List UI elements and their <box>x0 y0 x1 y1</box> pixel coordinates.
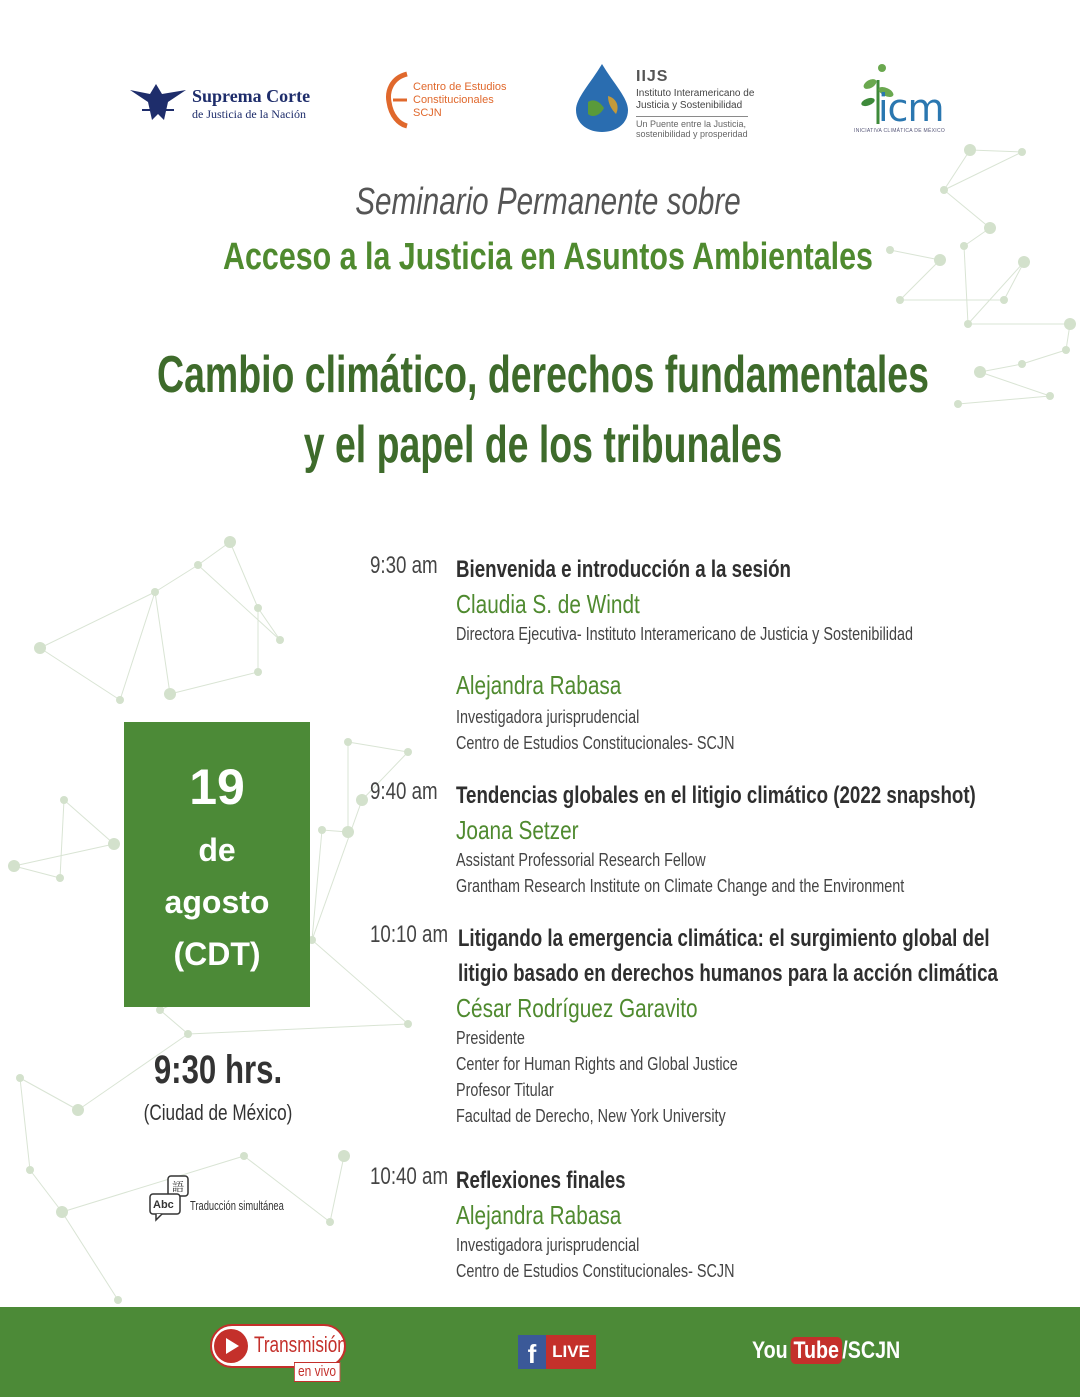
speaker-affiliation: Grantham Research Institute on Climate Change and the Environment <box>456 876 905 896</box>
speaker-role: Assistant Professorial Research Fellow <box>456 850 706 870</box>
cec-logo-text <box>413 81 507 120</box>
network-link <box>60 800 64 878</box>
live-transmission-badge[interactable] <box>210 1324 350 1384</box>
agenda-time: 9:40 am <box>370 778 438 805</box>
youtube-channel-link[interactable] <box>752 1337 900 1371</box>
translation-icon-label: Abc <box>153 1199 174 1211</box>
network-node <box>34 642 46 654</box>
speaker-role: Presidente <box>456 1028 525 1048</box>
network-node <box>26 1166 34 1174</box>
youtube-tube-icon: Tube <box>790 1337 842 1364</box>
globe-drop-icon <box>570 62 634 134</box>
network-node <box>254 604 262 612</box>
network-node <box>964 320 972 328</box>
agenda-topic-line1: Litigando la emergencia climática: el surgimiento global del <box>458 925 990 952</box>
network-link <box>980 372 1050 396</box>
cec-logo-line1: Centro de Estudios <box>413 81 507 93</box>
network-node <box>896 296 904 304</box>
iijs-abbr: IIJS <box>636 68 669 85</box>
icm-wordmark: icm <box>878 86 944 130</box>
network-node <box>964 144 976 156</box>
agenda-time: 10:40 am <box>370 1163 449 1190</box>
event-date-de: de <box>198 832 236 868</box>
network-node <box>224 536 236 548</box>
network-node <box>1000 296 1008 304</box>
network-link <box>64 800 114 844</box>
cec-logo <box>385 70 525 130</box>
speaker-role: Directora Ejecutiva- Instituto Interamericano de Justicia y Sostenibilidad <box>456 624 914 644</box>
page-title <box>152 340 934 480</box>
page-title-line1: Cambio climático, derechos fundamentales <box>157 346 929 404</box>
cec-logo-line2: Constitucionales <box>413 94 494 106</box>
speaker-name: César Rodríguez Garavito <box>456 993 698 1023</box>
event-timezone: (CDT) <box>173 936 261 972</box>
speaker-name: Alejandra Rabasa <box>456 670 622 700</box>
iijs-tagline <box>636 116 748 139</box>
agenda-topic <box>458 921 998 991</box>
network-link <box>62 1212 118 1300</box>
network-node <box>156 1006 164 1014</box>
network-node <box>116 696 124 704</box>
speaker-name: Claudia S. de Windt <box>456 589 640 619</box>
network-node <box>326 1218 334 1226</box>
network-node <box>1064 318 1076 330</box>
network-link <box>155 565 198 592</box>
transmission-label: Transmisión <box>254 1332 347 1357</box>
agenda-topic: Tendencias globales en el litigio climático (2022 snapshot) <box>456 782 976 809</box>
scjn-logo <box>128 78 318 128</box>
network-node <box>240 1152 248 1160</box>
event-month: agosto <box>164 884 270 920</box>
speaker-role: Investigadora jurisprudencial <box>456 707 640 727</box>
svg-text:語: 語 <box>171 1180 185 1194</box>
network-node <box>184 1030 192 1038</box>
en-vivo-label: en vivo <box>294 1362 340 1382</box>
network-node <box>56 1206 68 1218</box>
network-node <box>318 826 326 834</box>
iijs-tagline-line1: Un Puente entre la Justicia, <box>636 119 747 129</box>
icm-subtitle: INICIATIVA CLIMÁTICA DE MÉXICO <box>854 128 946 134</box>
speaker-name: Alejandra Rabasa <box>456 1200 622 1230</box>
speaker-affiliation: Centro de Estudios Constitucionales- SCJN <box>456 733 735 753</box>
cec-logo-line3: SCJN <box>413 107 442 119</box>
scjn-logo-line2: de Justicia de la Nación <box>192 107 306 121</box>
network-link <box>348 742 408 752</box>
network-node <box>151 588 159 596</box>
translation-icon <box>148 1174 192 1222</box>
icm-logo <box>852 62 952 140</box>
event-date-box <box>124 722 310 1007</box>
network-node <box>1046 392 1054 400</box>
network-node <box>1018 148 1026 156</box>
eagle-emblem-icon <box>128 80 188 124</box>
network-link <box>958 396 1050 404</box>
network-link <box>258 608 280 640</box>
iijs-name <box>636 88 754 112</box>
iijs-name-line1: Instituto Interamericano de <box>636 88 755 99</box>
network-node <box>60 796 68 804</box>
network-link <box>312 830 322 940</box>
network-link <box>155 592 170 694</box>
network-link <box>20 1078 30 1170</box>
speaker-role: Profesor Titular <box>456 1080 554 1100</box>
network-node <box>1018 256 1030 268</box>
live-label: LIVE <box>546 1335 596 1369</box>
network-link <box>198 565 280 640</box>
iijs-tagline-line2: sostenibilidad y prosperidad <box>636 129 748 139</box>
network-link <box>14 866 60 878</box>
network-link <box>120 592 155 700</box>
agenda-time: 10:10 am <box>370 921 449 948</box>
scjn-logo-line1: Suprema Corte <box>192 86 311 106</box>
network-link <box>40 648 120 700</box>
network-node <box>1062 346 1070 354</box>
agenda-topic-line2: litigio basado en derechos humanos para la acción climática <box>458 960 998 987</box>
network-node <box>72 1104 84 1116</box>
network-node <box>16 1074 24 1082</box>
network-node <box>164 688 176 700</box>
network-node <box>114 1296 122 1304</box>
speaker-affiliation: Centro de Estudios Constitucionales- SCJN <box>456 1261 735 1281</box>
network-node <box>194 561 202 569</box>
network-link <box>970 150 1022 152</box>
network-link <box>188 1024 408 1034</box>
network-node <box>984 222 996 234</box>
network-node <box>254 668 262 676</box>
agenda-time: 9:30 am <box>370 552 438 579</box>
speaker-affiliation: Facultad de Derecho, New York University <box>456 1106 726 1126</box>
network-link <box>30 1170 62 1212</box>
network-link <box>1022 350 1066 364</box>
network-node <box>276 636 284 644</box>
facebook-live-badge[interactable] <box>518 1335 596 1369</box>
event-day: 19 <box>189 759 245 815</box>
network-link <box>160 1010 188 1034</box>
seminar-subject: Acceso a la Justicia en Asuntos Ambientales <box>223 236 873 278</box>
speaker-name: Joana Setzer <box>456 815 579 845</box>
network-link <box>980 364 1022 372</box>
facebook-icon: f <box>518 1335 546 1369</box>
agenda-topic: Reflexiones finales <box>456 1167 626 1194</box>
network-node <box>404 1020 412 1028</box>
network-link <box>40 592 155 648</box>
network-link <box>312 800 362 940</box>
iijs-name-line2: Justicia y Sostenibilidad <box>636 100 743 111</box>
network-node <box>356 794 368 806</box>
network-link <box>14 844 114 866</box>
play-icon <box>214 1329 248 1363</box>
network-link <box>312 940 408 1024</box>
footer-bar <box>0 1307 1080 1397</box>
network-link <box>20 1078 78 1110</box>
seminar-label: Seminario Permanente sobre <box>355 181 741 223</box>
network-node <box>954 400 962 408</box>
simultaneous-translation-badge <box>148 1174 308 1224</box>
network-node <box>108 838 120 850</box>
network-node <box>8 860 20 872</box>
speaker-role: Investigadora jurisprudencial <box>456 1235 640 1255</box>
page-title-line2: y el papel de los tribunales <box>303 416 783 474</box>
network-link <box>170 672 258 694</box>
event-place: (Ciudad de México) <box>143 1100 293 1125</box>
network-link <box>330 1156 344 1222</box>
network-node <box>56 874 64 882</box>
network-node <box>344 738 352 746</box>
translation-label: Traducción simultánea <box>190 1198 284 1213</box>
speaker-affiliation: Center for Human Rights and Global Justice <box>456 1054 738 1074</box>
event-time: 9:30 hrs. <box>153 1048 283 1092</box>
network-node <box>342 826 354 838</box>
network-node <box>974 366 986 378</box>
youtube-you: You <box>752 1337 788 1364</box>
network-node <box>1018 360 1026 368</box>
youtube-channel: /SCJN <box>842 1337 901 1364</box>
network-node <box>338 1150 350 1162</box>
network-node <box>404 748 412 756</box>
iijs-logo <box>570 62 790 138</box>
cec-mark-icon <box>385 70 411 130</box>
agenda-topic: Bienvenida e introducción a la sesión <box>456 556 791 583</box>
